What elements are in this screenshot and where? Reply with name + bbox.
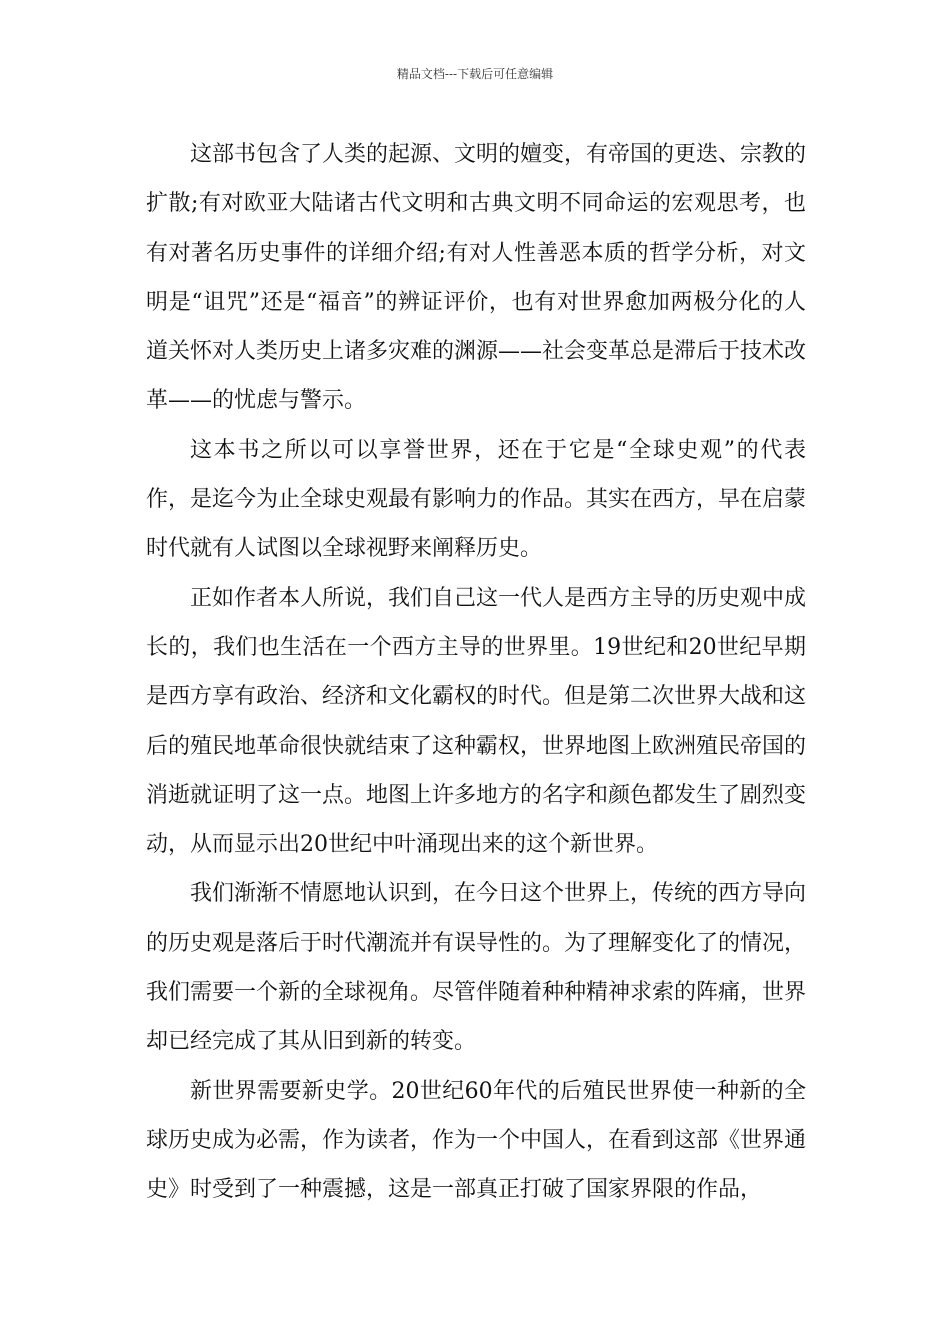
document-body (146, 130, 806, 1215)
page-header: 精品文档---下载后可任意编辑 (396, 67, 554, 81)
paragraph: 新世界需要新史学。20世纪60年代的后殖民世界使一种新的全球历史成为必需，作为读者，作为一个中国人，在看到这部《世界通史》时受到了一种震撼，这是一部真正打破了国家界限的作品， (146, 1078, 807, 1203)
paragraph: 正如作者本人所说，我们自己这一代人是西方主导的历史观中成长的，我们也生活在一个西方主导的世界里。19世纪和20世纪早期是西方享有政治、经济和文化霸权的时代。但是第二次世界大战和这后的殖民地革命很快就结束了这种霸权，世界地图上欧洲殖民帝国的消逝就证明了这一点。地图上许多地方的名字和颜色都发生了剧烈变动，从而显示出20世纪中叶涌现出来的这个新世界。 (146, 585, 807, 858)
paragraph: 我们渐渐不情愿地认识到，在今日这个世界上，传统的西方导向的历史观是落后于时代潮流并有误导性的。为了理解变化了的情况，我们需要一个新的全球视角。尽管伴随着种种精神求索的阵痛，世界却已经完成了其从旧到新的转变。 (146, 881, 807, 1055)
paragraph: 这本书之所以可以享誉世界，还在于它是“全球史观”的代表作，是迄今为止全球史观最有影响力的作品。其实在西方，早在启蒙时代就有人试图以全球视野来阐释历史。 (146, 437, 807, 562)
paragraph: 这部书包含了人类的起源、文明的嬗变，有帝国的更迭、宗教的扩散;有对欧亚大陆诸古代文明和古典文明不同命运的宏观思考，也有对著名历史事件的详细介绍;有对人性善恶本质的哲学分析，对文明是“诅咒”还是“福音”的辨证评价，也有对世界愈加两极分化的人道关怀对人类历史上诸多灾难的渊源——社会变革总是滞后于技术改革——的忧虑与警示。 (146, 142, 807, 414)
